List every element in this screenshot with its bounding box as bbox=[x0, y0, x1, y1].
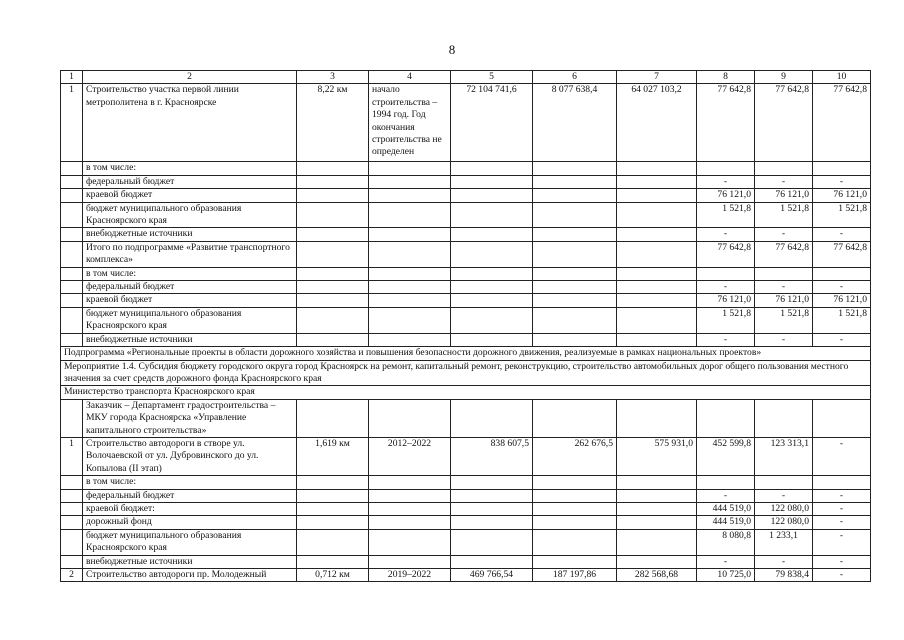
year-3-value: - bbox=[813, 569, 871, 582]
object-length: 1,619 км bbox=[297, 437, 369, 475]
object-name: Строительство участка первой линии метрополитена в г. Красноярске bbox=[83, 84, 297, 162]
object-period: начало строительства – 1994 год. Год окончания строительства не определен bbox=[369, 84, 451, 162]
row-label: бюджет муниципального образования Красноярского края bbox=[83, 529, 297, 555]
estimated-cost: 838 607,5 bbox=[451, 437, 533, 475]
row-label: внебюджетные источники bbox=[83, 555, 297, 568]
row-label: краевой бюджет bbox=[83, 189, 297, 202]
row-label: федеральный бюджет bbox=[83, 489, 297, 502]
table-row: федеральный бюджет - - - bbox=[61, 175, 871, 188]
row-label: в том числе: bbox=[83, 476, 297, 489]
table-row bbox=[61, 437, 871, 475]
table-row: внебюджетные источники - - - bbox=[61, 555, 871, 568]
table-row: бюджет муниципального образования Красноярского края 8 080,8 1 233,1 - bbox=[61, 529, 871, 555]
spent-amount: 8 077 638,4 bbox=[533, 84, 617, 162]
investment-table bbox=[60, 70, 871, 582]
table-row: дорожный фонд 444 519,0 122 080,0 - bbox=[61, 516, 871, 529]
remaining-amount: 64 027 103,2 bbox=[617, 84, 697, 162]
row-label: краевой бюджет bbox=[83, 294, 297, 307]
section-row bbox=[61, 386, 871, 399]
column-number: 3 bbox=[297, 71, 369, 84]
row-number: 1 bbox=[61, 84, 83, 162]
object-length: 8,22 км bbox=[297, 84, 369, 162]
spent-amount: 187 197,86 bbox=[533, 569, 617, 582]
column-number: 5 bbox=[451, 71, 533, 84]
column-number: 8 bbox=[697, 71, 755, 84]
object-name: Строительство автодороги в створе ул. Волочаевской от ул. Дубровинского до ул. Копылова (II этап) bbox=[83, 437, 297, 475]
year-2-value: 79 838,4 bbox=[755, 569, 813, 582]
page-number: 8 bbox=[448, 42, 456, 57]
table-row: краевой бюджет 76 121,0 76 121,0 76 121,0 bbox=[61, 189, 871, 202]
estimated-cost: 72 104 741,6 bbox=[451, 84, 533, 162]
row-label: внебюджетные источники bbox=[83, 228, 297, 241]
table-row: внебюджетные источники - - - bbox=[61, 228, 871, 241]
row-label: внебюджетные источники bbox=[83, 333, 297, 346]
customer-label: Заказчик – Департамент градостроительства – МКУ города Красноярска «Управление капитального строительства» bbox=[83, 399, 297, 437]
table-row: краевой бюджет: 444 519,0 122 080,0 - bbox=[61, 502, 871, 515]
table-row bbox=[61, 267, 871, 280]
spent-amount: 262 676,5 bbox=[533, 437, 617, 475]
row-number: 2 bbox=[61, 569, 83, 582]
row-label: бюджет муниципального образования Красноярского края bbox=[83, 202, 297, 228]
table-row: федеральный бюджет - - - bbox=[61, 489, 871, 502]
year-1-value: 452 599,8 bbox=[697, 437, 755, 475]
table-row: бюджет муниципального образования Красноярского края 1 521,8 1 521,8 1 521,8 bbox=[61, 307, 871, 333]
table-row: бюджет муниципального образования Красноярского края 1 521,8 1 521,8 1 521,8 bbox=[61, 202, 871, 228]
row-label: в том числе: bbox=[83, 267, 297, 280]
year-2-value: 123 313,1 bbox=[755, 437, 813, 475]
remaining-amount: 282 568,68 bbox=[617, 569, 697, 582]
table-row bbox=[61, 569, 871, 582]
remaining-amount: 575 931,0 bbox=[617, 437, 697, 475]
object-period: 2019–2022 bbox=[369, 569, 451, 582]
year-1-value: 77 642,8 bbox=[697, 84, 755, 162]
column-numbers-row bbox=[61, 71, 871, 84]
table-row bbox=[61, 476, 871, 489]
column-number: 4 bbox=[369, 71, 451, 84]
ministry-title: Министерство транспорта Красноярского края bbox=[61, 386, 871, 399]
table-row bbox=[61, 399, 871, 437]
row-number: 1 bbox=[61, 437, 83, 475]
measure-title: Мероприятие 1.4. Субсидия бюджету городского округа город Красноярск на ремонт, капитальный ремонт, реконструкцию, строительство автомобильных дорог общего пользования местного значения за счет средств дорожного фонда Красноярского края bbox=[61, 360, 871, 386]
column-number: 6 bbox=[533, 71, 617, 84]
table-row bbox=[61, 162, 871, 175]
column-number: 2 bbox=[83, 71, 297, 84]
row-label: дорожный фонд bbox=[83, 516, 297, 529]
column-number: 9 bbox=[755, 71, 813, 84]
column-number: 10 bbox=[813, 71, 871, 84]
row-label: в том числе: bbox=[83, 162, 297, 175]
row-label: федеральный бюджет bbox=[83, 175, 297, 188]
table-row: федеральный бюджет - - - bbox=[61, 281, 871, 294]
table-row bbox=[61, 84, 871, 162]
subtotal-label: Итого по подпрограмме «Развитие транспортного комплекса» bbox=[83, 241, 297, 267]
table-row: внебюджетные источники - - - bbox=[61, 333, 871, 346]
object-period: 2012–2022 bbox=[369, 437, 451, 475]
object-name: Строительство автодороги пр. Молодежный bbox=[83, 569, 297, 582]
section-row bbox=[61, 360, 871, 386]
year-1-value: 10 725,0 bbox=[697, 569, 755, 582]
column-number: 1 bbox=[61, 71, 83, 84]
row-label: бюджет муниципального образования Красноярского края bbox=[83, 307, 297, 333]
row-label: федеральный бюджет bbox=[83, 281, 297, 294]
object-length: 0,712 км bbox=[297, 569, 369, 582]
year-3-value: - bbox=[813, 437, 871, 475]
column-number: 7 bbox=[617, 71, 697, 84]
year-3-value: 77 642,8 bbox=[813, 84, 871, 162]
section-row bbox=[61, 347, 871, 360]
year-2-value: 77 642,8 bbox=[755, 84, 813, 162]
row-label: краевой бюджет: bbox=[83, 502, 297, 515]
subtotal-row: Итого по подпрограмме «Развитие транспортного комплекса» 77 642,8 77 642,8 77 642,8 bbox=[61, 241, 871, 267]
estimated-cost: 469 766,54 bbox=[451, 569, 533, 582]
table-row: краевой бюджет 76 121,0 76 121,0 76 121,0 bbox=[61, 294, 871, 307]
subprogram-title: Подпрограмма «Региональные проекты в области дорожного хозяйства и повышения безопасности дорожного движения, реализуемые в рамках национальных проектов» bbox=[61, 347, 871, 360]
